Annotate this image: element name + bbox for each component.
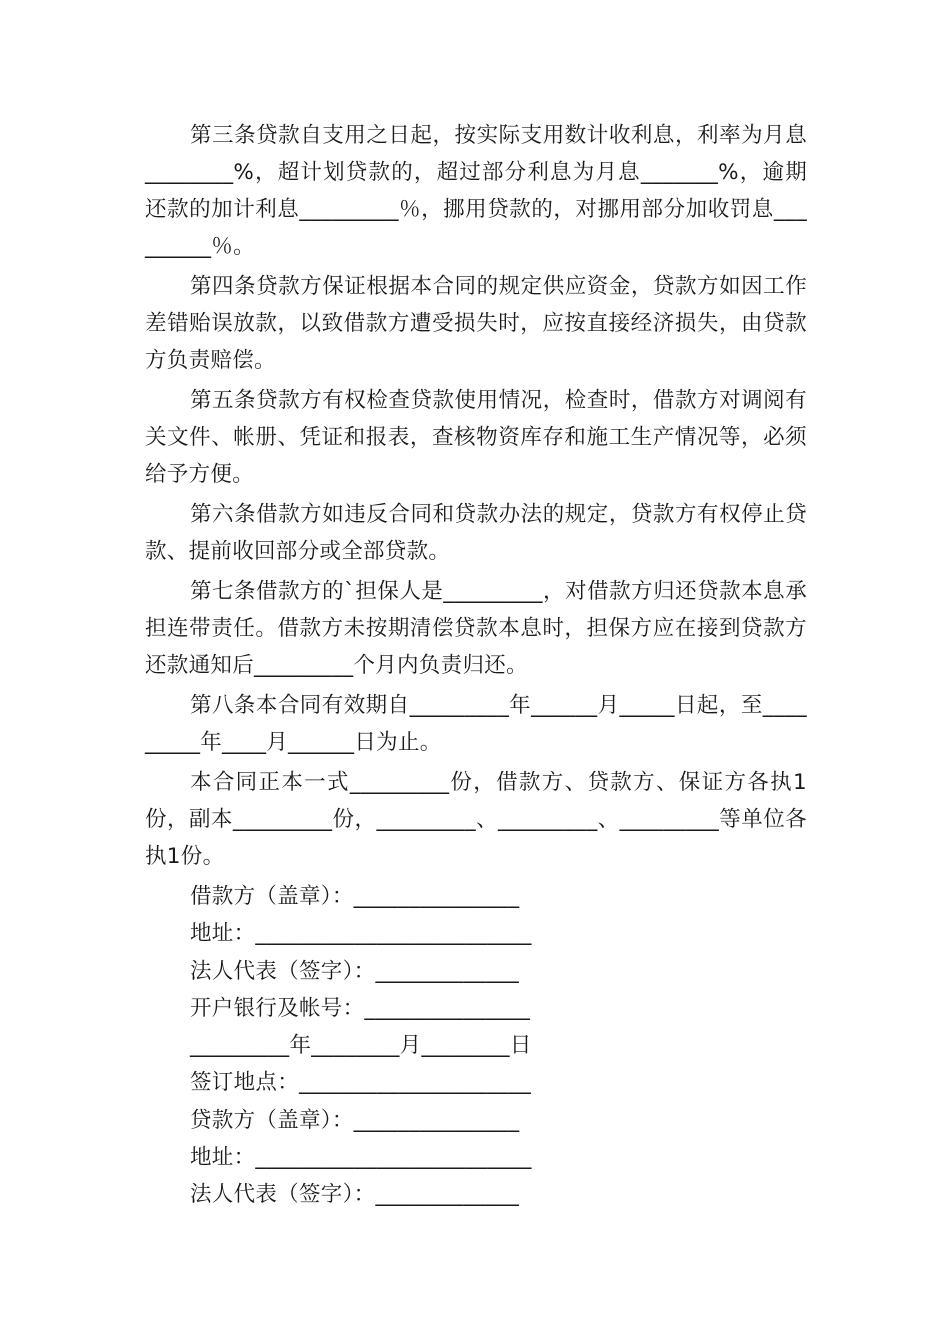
lender-seal-line: 贷款方（盖章）：_______________	[190, 1107, 520, 1133]
borrower-legal-rep-line: 法人代表（签字）：_____________	[190, 958, 520, 984]
lender-address-line: 地址：_________________________	[190, 1145, 532, 1171]
article-4-paragraph: 第四条贷款方保证根据本合同的规定供应资金，贷款方如因工作差错贻误放款，以致借款方遭受损失时，应按直接经济损失，由贷款方负责赔偿。	[145, 274, 807, 373]
borrower-address-line: 地址：_________________________	[190, 921, 532, 947]
contract-page	[145, 117, 807, 1214]
article-7-paragraph: 第七条借款方的`担保人是_________，对借款方归还贷款本息承担连带责任。借款方未按期清偿贷款本息时，担保方应在接到贷款方还款通知后_________个月内负责归还。	[145, 579, 807, 678]
date-line: _________年________月________日	[190, 1033, 532, 1059]
article-8-paragraph: 第八条本合同有效期自_________年______月_____日起，至_________年____月______日为止。	[145, 693, 807, 755]
signature-block	[145, 878, 807, 1214]
article-6-paragraph: 第六条借款方如违反合同和贷款办法的规定，贷款方有权停止贷款、提前收回部分或全部贷款。	[145, 502, 807, 564]
signing-place-line: 签订地点：_____________________	[190, 1070, 532, 1096]
lender-legal-rep-line: 法人代表（签字）：_____________	[190, 1182, 520, 1208]
bank-account-line: 开户银行及帐号：_______________	[190, 995, 531, 1021]
borrower-seal-line: 借款方（盖章）：_______________	[190, 884, 520, 909]
copies-paragraph: 本合同正本一式_________份，借款方、贷款方、保证方各执1份，副本_________份，_________、_________、_________等单位各执1份。	[145, 770, 807, 869]
article-5-paragraph: 第五条贷款方有权检查贷款使用情况，检查时，借款方对调阅有关文件、帐册、凭证和报表，查核物资库存和施工生产情况等，必须给予方便。	[145, 388, 807, 487]
article-3-paragraph: 第三条贷款自支用之日起，按实际支用数计收利息，利率为月息________%，超计划贷款的，超过部分利息为月息_______%，逾期还款的加计利息_________％，挪用贷款的，对挪用部分加收罚息_________％。	[145, 123, 807, 259]
